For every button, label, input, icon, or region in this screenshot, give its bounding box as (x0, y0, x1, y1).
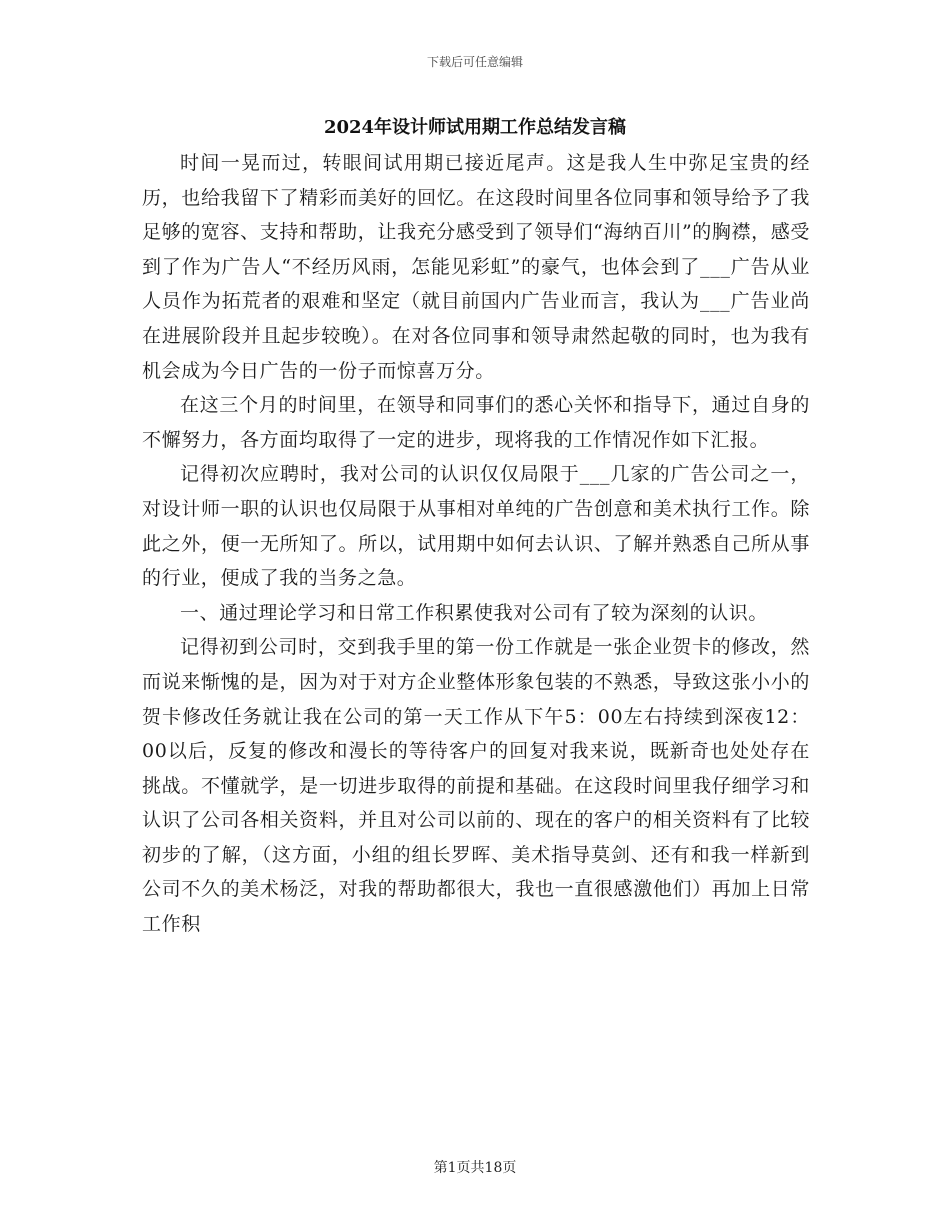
document-body (142, 146, 810, 942)
header-note: 下载后可任意编辑 (426, 55, 523, 69)
page-number-footer: 第1页共18页 (433, 1160, 517, 1176)
paragraph: 在这三个月的时间里，在领导和同事们的悉心关怀和指导下，通过自身的不懈努力，各方面均取得了一定的进步，现将我的工作情况作如下汇报。 (142, 394, 810, 451)
paragraph: 记得初到公司时，交到我手里的第一份工作就是一张企业贺卡的修改，然而说来惭愧的是，因为对于对方企业整体形象包装的不熟悉，导致这张小小的贺卡修改任务就让我在公司的第一天工作从下午5：00左右持续到深夜12：00以后，反复的修改和漫长的等待客户的回复对我来说，既新奇也处处存在挑战。不懂就学，是一切进步取得的前提和基础。在这段时间里我仔细学习和认识了公司各相关资料，并且对公司以前的、现在的客户的相关资料有了比较初步的了解，（这方面，小组的组长罗晖、美术指导莫剑、还有和我一样新到公司不久的美术杨泛，对我的帮助都很大，我也一直很感激他们）再加上日常工作积 (142, 636, 810, 936)
paragraph: 一、通过理论学习和日常工作积累使我对公司有了较为深刻的认识。 (180, 601, 769, 624)
paragraph: 记得初次应聘时，我对公司的认识仅仅局限于___几家的广告公司之一，对设计师一职的认识也仅局限于从事相对单纯的广告创意和美术执行工作。除此之外，便一无所知了。所以，试用期中如何去认识、了解并熟悉自己所从事的行业，便成了我的当务之急。 (142, 463, 810, 590)
paragraph: 时间一晃而过，转眼间试用期已接近尾声。这是我人生中弥足宝贵的经历，也给我留下了精彩而美好的回忆。在这段时间里各位同事和领导给予了我足够的宽容、支持和帮助，让我充分感受到了领导们“海纳百川”的胸襟，感受到了作为广告人“不经历风雨，怎能见彩虹”的豪气，也体会到了___广告从业人员作为拓荒者的艰难和坚定（就目前国内广告业而言，我认为___广告业尚在进展阶段并且起步较晚）。在对各位同事和领导肃然起敬的同时，也为我有机会成为今日广告的一份子而惊喜万分。 (142, 152, 810, 382)
document-title: 2024年设计师试用期工作总结发言稿 (323, 117, 627, 138)
